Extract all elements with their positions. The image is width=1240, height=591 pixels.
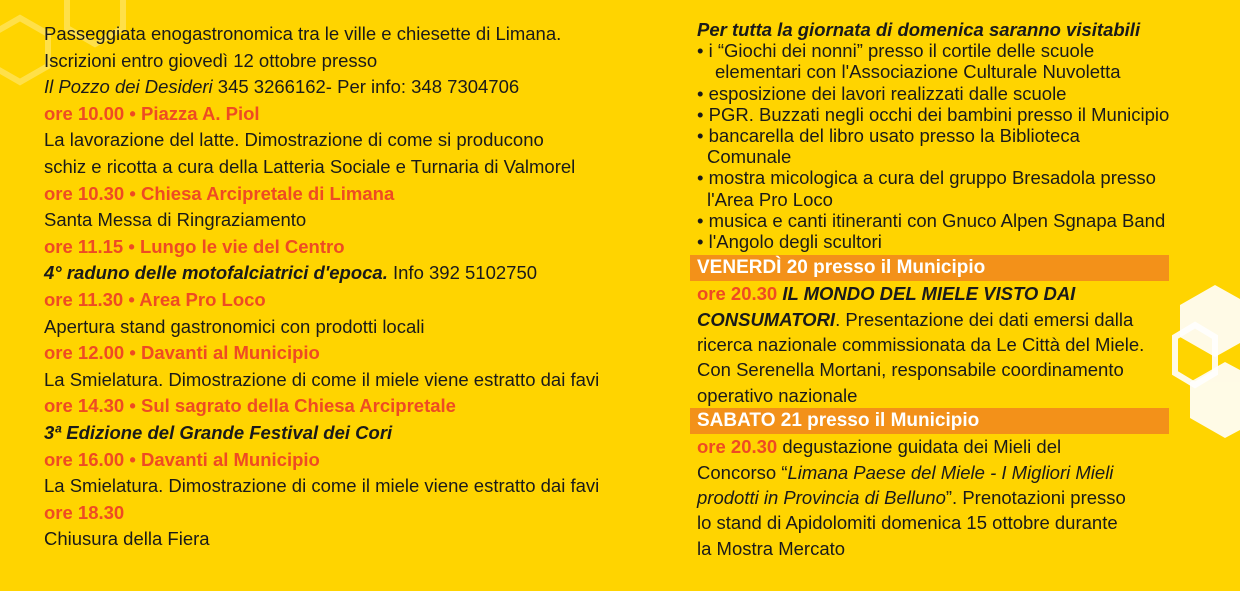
- activity-item: Comunale: [707, 146, 792, 168]
- activity-item: elementari con l'Associazione Culturale Nuvoletta: [715, 61, 1121, 83]
- schedule-line: [44, 473, 684, 500]
- schedule-line: [44, 420, 684, 447]
- schedule-line: [44, 260, 684, 287]
- event-time: ore 12.00 • Davanti al Municipio: [44, 342, 320, 364]
- event-time: ore 11.30 • Area Pro Loco: [44, 288, 266, 310]
- activity-item: • i “Giochi dei nonni” presso il cortile delle scuole: [697, 40, 1095, 62]
- event-description: operativo nazionale: [697, 384, 858, 406]
- schedule-line: [44, 367, 684, 394]
- schedule-time-heading: [44, 181, 684, 208]
- activity-item: l'Area Pro Loco: [707, 188, 833, 210]
- schedule-line: [44, 314, 684, 341]
- activity-item: • bancarella del libro usato presso la Biblioteca: [697, 125, 1080, 147]
- sunday-heading: Per tutta la giornata di domenica saranno visitabili: [697, 19, 1141, 40]
- event-description: La lavorazione del latte. Dimostrazione di come si producono: [44, 129, 544, 151]
- schedule-time-heading: [44, 393, 684, 420]
- event-time: ore 11.15 • Lungo le vie del Centro: [44, 235, 345, 257]
- event-time: ore 16.00 • Davanti al Municipio: [44, 448, 320, 470]
- event-time: ore 20.30: [697, 283, 778, 305]
- event-title: IL MONDO DEL MIELE VISTO DAI: [777, 283, 1076, 305]
- schedule-line: [44, 154, 684, 181]
- schedule-line: [44, 127, 684, 154]
- schedule-time-heading: [44, 287, 684, 314]
- event-description: . Presentazione dei dati emersi dalla: [835, 308, 1134, 330]
- schedule-time-heading: [44, 340, 684, 367]
- sunday-activities-list: [697, 40, 1227, 252]
- program-right-column: [697, 19, 1227, 561]
- event-description: 345 3266162- Per info: 348 7304706: [212, 76, 520, 98]
- event-description: Apertura stand gastronomici con prodotti locali: [44, 315, 425, 337]
- event-description: schiz e ricotta a cura della Latteria Sociale e Turnaria di Valmorel: [44, 155, 576, 177]
- schedule-line: [44, 207, 684, 234]
- event-description: la Mostra Mercato: [697, 537, 846, 559]
- event-title: CONSUMATORI: [697, 308, 836, 330]
- event-title: Limana Paese del Miele - I Migliori Mieli: [787, 461, 1114, 483]
- program-left-column: [44, 21, 684, 553]
- event-description: La Smielatura. Dimostrazione di come il miele viene estratto dai favi: [44, 368, 600, 390]
- event-time: ore 10.00 • Piazza A. Piol: [44, 102, 260, 124]
- venerdi-event: [697, 281, 1227, 408]
- schedule-time-heading: [44, 447, 684, 474]
- event-description: Iscrizioni entro giovedì 12 ottobre presso: [44, 49, 378, 71]
- activity-item: • mostra micologica a cura del gruppo Bresadola presso: [697, 167, 1156, 189]
- event-time: ore 18.30: [44, 501, 125, 523]
- schedule-line: [44, 526, 684, 553]
- venerdi-banner: VENERDÌ 20 presso il Municipio: [690, 255, 1169, 281]
- activity-item: • l'Angolo degli scultori: [697, 231, 882, 253]
- event-description: degustazione guidata dei Mieli del: [777, 436, 1062, 458]
- event-time: ore 20.30: [697, 436, 778, 458]
- event-time: ore 10.30 • Chiesa Arcipretale di Limana: [44, 182, 395, 204]
- event-description: lo stand di Apidolomiti domenica 15 ottobre durante: [697, 512, 1118, 534]
- activity-item: • esposizione dei lavori realizzati dalle scuole: [697, 82, 1067, 104]
- activity-item: • PGR. Buzzati negli occhi dei bambini presso il Municipio: [697, 103, 1170, 125]
- schedule-time-heading: [44, 500, 684, 527]
- event-description: Concorso “: [697, 461, 788, 483]
- sabato-banner: SABATO 21 presso il Municipio: [690, 408, 1169, 434]
- event-description: Passeggiata enogastronomica tra le ville e chiesette di Limana.: [44, 23, 562, 44]
- event-description: La Smielatura. Dimostrazione di come il miele viene estratto dai favi: [44, 475, 600, 497]
- event-description: ”. Prenotazioni presso: [945, 487, 1126, 509]
- event-title: 3ª Edizione del Grande Festival dei Cori: [44, 421, 393, 443]
- event-title: prodotti in Provincia di Belluno: [697, 487, 946, 509]
- event-description: Con Serenella Mortani, responsabile coordinamento: [697, 359, 1124, 381]
- schedule-time-heading: [44, 234, 684, 261]
- schedule-time-heading: [44, 101, 684, 128]
- event-description: Chiusura della Fiera: [44, 528, 210, 550]
- event-title: 4° raduno delle motofalciatrici d'epoca.: [44, 262, 388, 284]
- event-time: ore 14.30 • Sul sagrato della Chiesa Arcipretale: [44, 395, 456, 417]
- event-description: Santa Messa di Ringraziamento: [44, 209, 307, 231]
- event-description: ricerca nazionale commissionata da Le Città del Miele.: [697, 334, 1145, 356]
- sabato-event: [697, 434, 1227, 561]
- venue-name: Il Pozzo dei Desideri: [44, 76, 213, 98]
- schedule-line: [44, 48, 684, 75]
- activity-item: • musica e canti itineranti con Gnuco Alpen Sgnapa Band: [697, 209, 1166, 231]
- event-description: Info 392 5102750: [387, 262, 538, 284]
- schedule-line: [44, 74, 684, 101]
- schedule-line: [44, 21, 684, 48]
